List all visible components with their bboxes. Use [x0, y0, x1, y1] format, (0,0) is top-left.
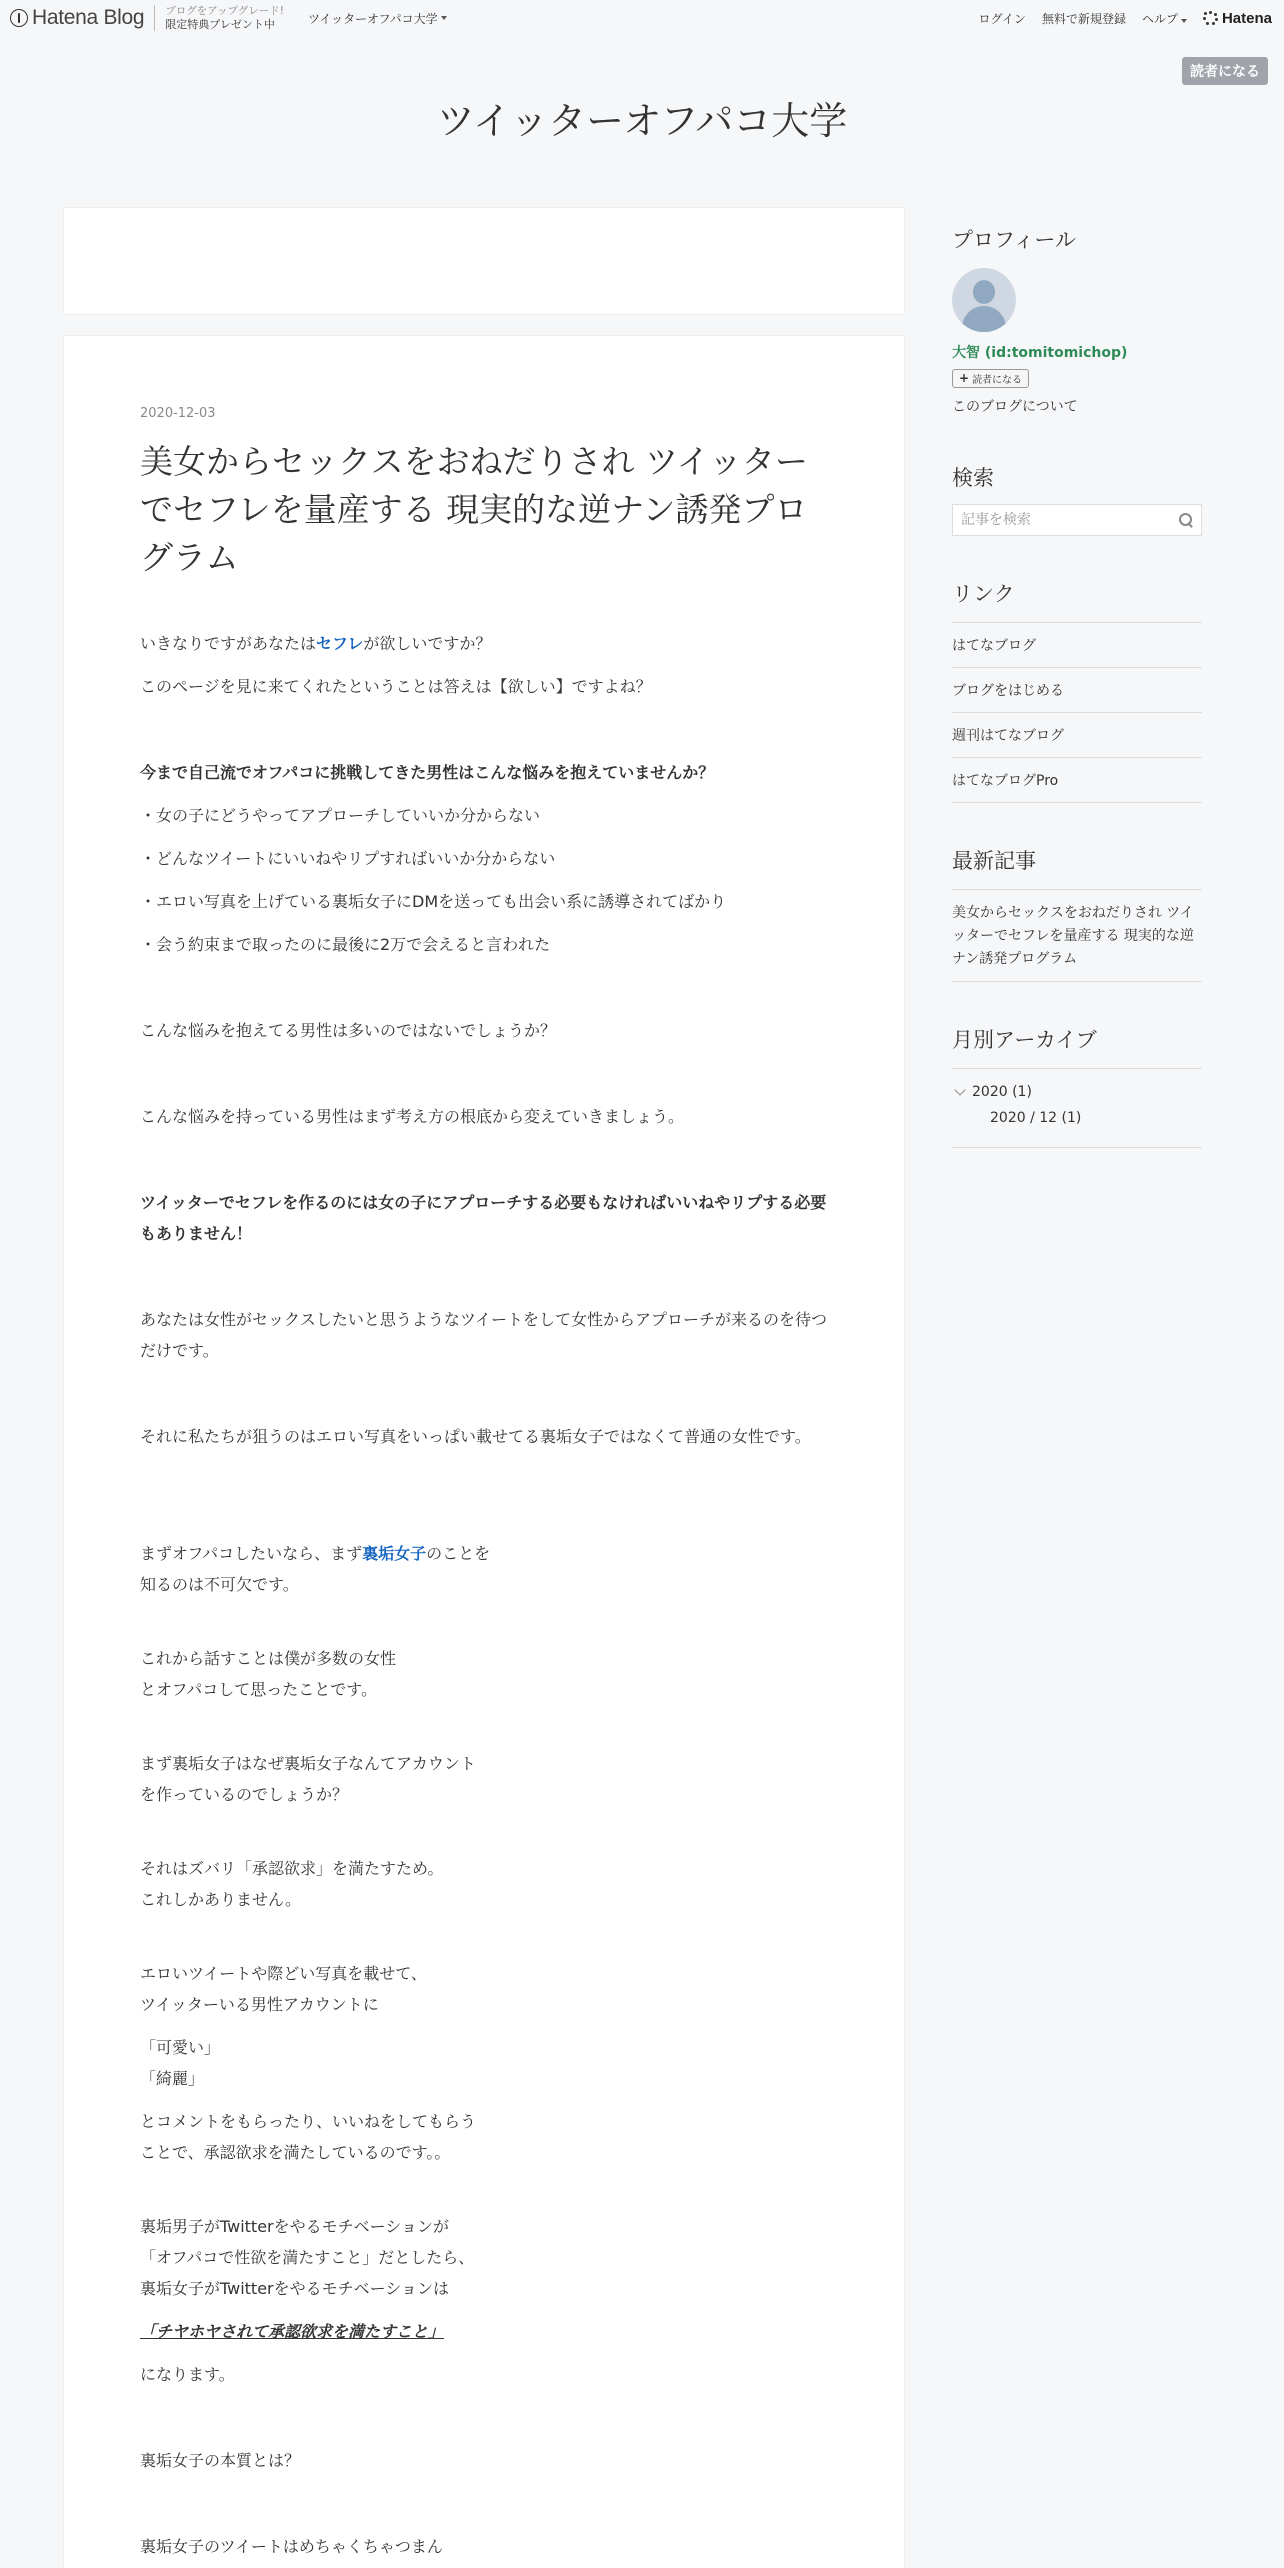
text: 「可愛い」: [140, 2038, 221, 2057]
paragraph: ・エロい写真を上げている裏垢女子にDMを送っても出会い系に誘導されてばかり: [140, 892, 727, 911]
text: を作っているのでしょうか？: [140, 1785, 349, 1804]
links-list: [952, 622, 1202, 803]
keyword-link-sefure[interactable]: セフレ: [316, 634, 364, 653]
paragraph: ・どんなツイートにいいねやリプすればいいか分からない: [140, 849, 556, 868]
sidebar-recent: [952, 845, 1202, 982]
hatena-brand-label: Hatena: [1221, 9, 1272, 27]
profile-heading: プロフィール: [952, 228, 1076, 252]
paragraph: [140, 2106, 830, 2168]
paragraph: 裏垢女子の本質とは？: [140, 2451, 301, 2470]
search-box: [952, 504, 1202, 536]
profile-subscribe-label: 読者になる: [972, 374, 1023, 386]
search-icon[interactable]: [1179, 513, 1193, 527]
paragraph: 今まで自己流でオフパコに挑戦してきた男性はこんな悩みを抱えていませんか？: [140, 763, 715, 782]
paragraph: このページを見に来てくれたということは答えは【欲しい】ですよね？: [140, 677, 652, 696]
blog-title[interactable]: ツイッターオフパコ大学: [436, 99, 848, 143]
entry-article: [63, 335, 905, 2568]
paragraph: ツイッターでセフレを作るのには女の子にアプローチする必要もなければいいねやリプする必要もありません！: [140, 1193, 827, 1243]
blog-menu-label: ツイッターオフパコ大学: [307, 11, 438, 26]
paragraph: [140, 1958, 830, 2020]
emphasized-text: 「チヤホヤされて承認欲求を満たすこと」: [140, 2322, 445, 2341]
text: ことで、承認欲求を満たしているのです。。: [140, 2143, 451, 2162]
paragraph: こんな悩みを抱えてる男性は多いのではないでしょうか？: [140, 1021, 557, 1040]
keyword-link-uraaka[interactable]: 裏垢女子: [362, 1544, 427, 1563]
text: それはズバリ「承認欲求」を満たすため。: [140, 1859, 444, 1878]
text: 裏垢女子がTwitterをやるモチベーションは: [140, 2279, 449, 2298]
sidebar-search: [952, 462, 1202, 536]
subscribe-button[interactable]: 読者になる: [1182, 57, 1268, 85]
archive-year-label: 2020 (1): [972, 1084, 1032, 1100]
paragraph: になります。: [140, 2365, 235, 2384]
promo-line-2: 限定特典プレゼント中: [165, 18, 275, 31]
text: が欲しいですか？: [363, 634, 492, 653]
link-item[interactable]: ブログをはじめる: [952, 668, 1202, 713]
paragraph: 裏垢女子のツイートはめちゃくちゃつまん: [140, 2537, 443, 2556]
sidebar-archive: [952, 1024, 1202, 1148]
paragraph: こんな悩みを持っている男性はまず考え方の根底から変えていきましょう。: [140, 1107, 685, 1126]
paragraph: ・女の子にどうやってアプローチしていいか分からない: [140, 806, 541, 825]
caret-down-icon: [1181, 19, 1187, 23]
help-menu[interactable]: [1142, 10, 1187, 27]
archive-year-toggle[interactable]: [952, 1081, 1202, 1103]
plus-icon: +: [959, 371, 970, 385]
text: とコメントをもらったり、いいねをしてもらう: [140, 2112, 477, 2131]
profile-name-link[interactable]: 大智 (id:tomitomichop): [952, 345, 1128, 361]
links-heading: リンク: [952, 582, 1015, 606]
text: 「オフパコで性欲を満たすこと」だとしたら、: [140, 2248, 475, 2267]
recent-heading: 最新記事: [952, 849, 1036, 873]
sidebar-links: [952, 578, 1202, 803]
blog-menu-dropdown[interactable]: [308, 10, 447, 27]
promo-line-1: ブログをアップグレード!: [165, 5, 284, 17]
logo-text: Hatena Blog: [32, 6, 145, 29]
paragraph: それに私たちが狙うのはエロい写真をいっぱい載せてる裏垢女子ではなくて普通の女性です。: [140, 1427, 811, 1446]
entry-date[interactable]: 2020-12-03: [140, 406, 216, 421]
text: のことを: [426, 1544, 491, 1563]
sidebar-profile: [952, 224, 1202, 416]
paragraph: [140, 1643, 830, 1705]
text: とオフパコして思ったことです。: [140, 1680, 377, 1699]
paragraph: ・会う約束まで取ったのに最後に2万で会えると言われた: [140, 935, 551, 954]
recent-article-link[interactable]: 美女からセックスをおねだりされ ツイッターでセフレを量産する 現実的な逆ナン誘発プログラム: [952, 889, 1202, 982]
paragraph: [140, 2211, 830, 2304]
login-link[interactable]: ログイン: [978, 11, 1026, 26]
entry-title[interactable]: 美女からセックスをおねだりされ ツイッターでセフレを量産する 現実的な逆ナン誘発プログラム: [140, 442, 808, 577]
about-blog-link[interactable]: このブログについて: [952, 398, 1078, 415]
text: まず裏垢女子はなぜ裏垢女子なんてアカウント: [140, 1754, 476, 1773]
search-input[interactable]: [953, 512, 1179, 528]
ad-area: [63, 207, 905, 315]
text: 「綺麗」: [140, 2069, 205, 2088]
archive-month-link[interactable]: 2020 / 12 (1): [990, 1110, 1082, 1126]
profile-subscribe-button[interactable]: [952, 369, 1029, 388]
hatena-dots-icon: [1203, 11, 1218, 26]
chevron-down-icon: [954, 1084, 965, 1095]
link-item[interactable]: はてなブログPro: [952, 758, 1202, 803]
global-header: [0, 0, 1284, 36]
text: これから話すことは僕が多数の女性: [140, 1649, 397, 1668]
text: エロいツイートや際どい写真を載せて、: [140, 1964, 427, 1983]
link-item[interactable]: 週刊はてなブログ: [952, 713, 1202, 758]
text: いきなりですがあなたは: [140, 634, 317, 653]
hatena-blog-logo[interactable]: [10, 6, 144, 30]
hatena-logo-icon: [10, 9, 28, 27]
text: まずオフパコしたいなら、まず: [140, 1544, 363, 1563]
text: 裏垢男子がTwitterをやるモチベーションが: [140, 2217, 449, 2236]
hatena-brand-link[interactable]: [1203, 10, 1272, 27]
archive-list: [952, 1068, 1202, 1148]
link-item[interactable]: はてなブログ: [952, 623, 1202, 668]
text: ツイッターいる男性アカウントに: [140, 1995, 379, 2014]
paragraph: あなたは女性がセックスしたいと思うようなツイートをして女性からアプローチが来るのを待つだけです。: [140, 1310, 828, 1360]
signup-link[interactable]: 無料で新規登録: [1041, 11, 1126, 26]
paragraph: [140, 628, 830, 659]
avatar[interactable]: [952, 268, 1016, 332]
help-label: ヘルプ: [1141, 11, 1178, 26]
paragraph: [140, 2032, 830, 2094]
text: これしかありません。: [140, 1890, 301, 1909]
text: 知るのは不可欠です。: [140, 1575, 299, 1594]
paragraph: [140, 1853, 830, 1915]
paragraph: [140, 1538, 830, 1600]
search-heading: 検索: [952, 466, 994, 490]
paragraph: [140, 1748, 830, 1810]
archive-heading: 月別アーカイブ: [952, 1028, 1097, 1052]
upgrade-promo[interactable]: [154, 5, 284, 31]
paragraph: [140, 2316, 830, 2347]
caret-down-icon: [441, 16, 447, 20]
